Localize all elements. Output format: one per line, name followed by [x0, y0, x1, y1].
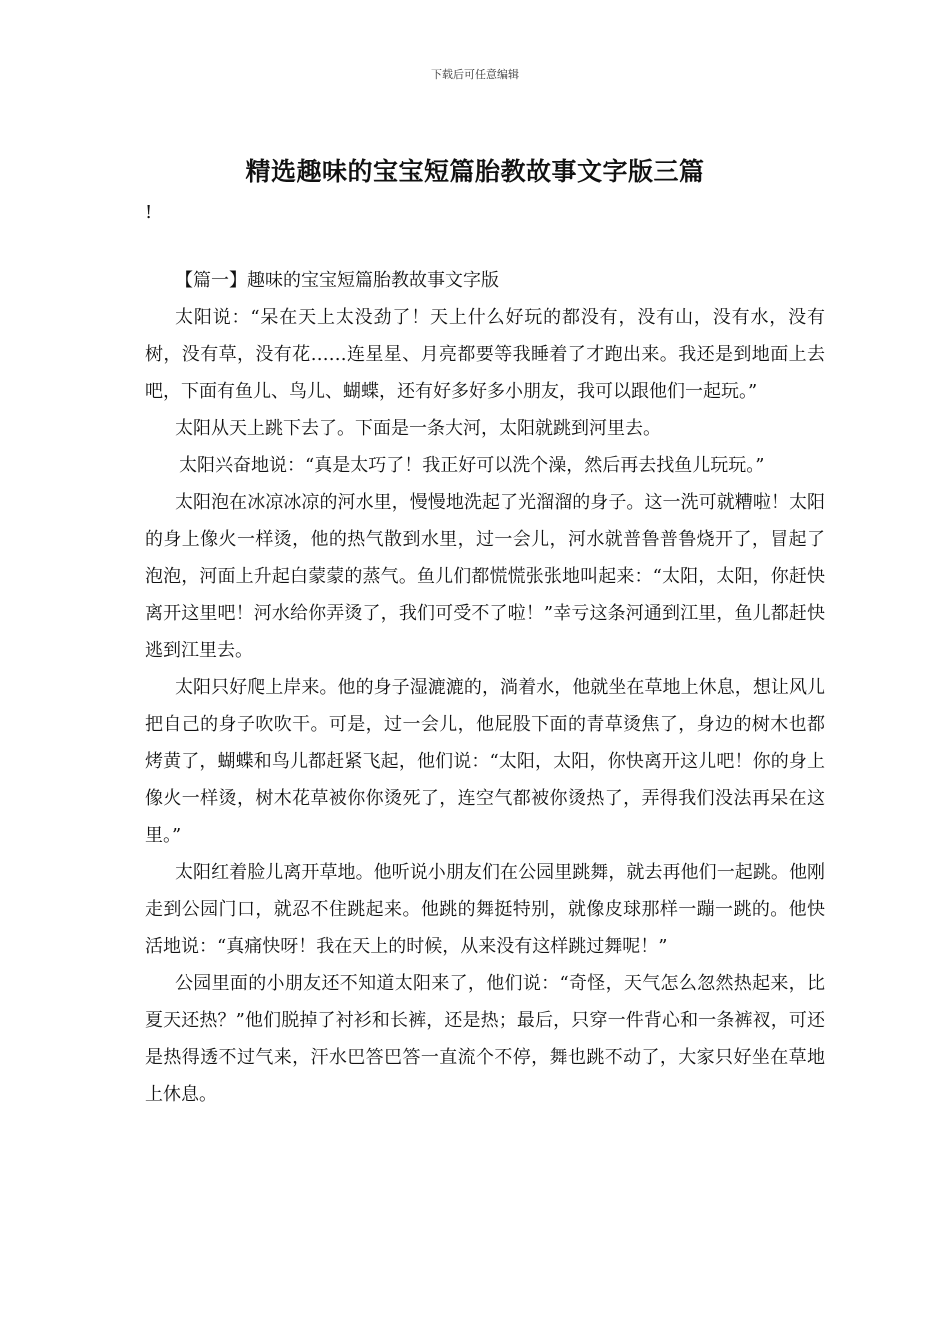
paragraph: 太阳说：“呆在天上太没劲了！天上什么好玩的都没有，没有山，没有水，没有树，没有草，没有花……连星星、月亮都要等我睡着了才跑出来。我还是到地面上去吧，下面有鱼儿、鸟儿、蝴蝶，还有好多好多小朋友，我可以跟他们一起玩。” [145, 307, 825, 402]
page-header: 下载后可任意编辑 [431, 68, 519, 81]
paragraph: 公园里面的小朋友还不知道太阳来了，他们说：“奇怪，天气怎么忽然热起来，比夏天还热？”他们脱掉了衬衫和长裤，还是热；最后，只穿一件背心和一条裤衩，可还是热得透不过气来，汗水巴答巴答一直流个不停，舞也跳不动了，大家只好坐在草地上休息。 [145, 973, 825, 1105]
paragraph: 太阳只好爬上岸来。他的身子湿漉漉的，淌着水，他就坐在草地上休息，想让风儿把自己的身子吹吹干。可是，过一会儿，他屁股下面的青草烫焦了，身边的树木也都烤黄了，蝴蝶和鸟儿都赶紧飞起，他们说：“太阳，太阳，你快离开这儿吧！你的身上像火一样烫，树木花草被你你烫死了，连空气都被你烫热了，弄得我们没法再呆在这里。” [145, 677, 825, 846]
paragraph: 太阳兴奋地说：“真是太巧了！我正好可以洗个澡，然后再去找鱼儿玩玩。” [179, 455, 765, 476]
paragraph: 太阳红着脸儿离开草地。他听说小朋友们在公园里跳舞，就去再他们一起跳。他刚走到公园门口，就忍不住跳起来。他跳的舞挺特别，就像皮球那样一蹦一跳的。他快活地说：“真痛快呀！我在天上的时候，从来没有这样跳过舞呢！” [145, 862, 825, 957]
section-heading: 【篇一】趣味的宝宝短篇胎教故事文字版 [175, 270, 499, 291]
document-body [145, 262, 825, 1113]
paragraph: 太阳从天上跳下去了。下面是一条大河，太阳就跳到河里去。 [175, 418, 661, 439]
paragraph: 太阳泡在冰凉冰凉的河水里，慢慢地洗起了光溜溜的身子。这一洗可就糟啦！太阳的身上像火一样烫，他的热气散到水里，过一会儿，河水就普鲁普鲁烧开了，冒起了泡泡，河面上升起白蒙蒙的蒸气。鱼儿们都慌慌张张地叫起来：“太阳，太阳，你赶快离开这里吧！河水给你弄烫了，我们可受不了啦！”幸亏这条河通到江里，鱼儿都赶快逃到江里去。 [145, 492, 825, 661]
document-title: 精选趣味的宝宝短篇胎教故事文字版三篇 [245, 157, 705, 186]
exclamation-mark: ! [145, 202, 153, 223]
